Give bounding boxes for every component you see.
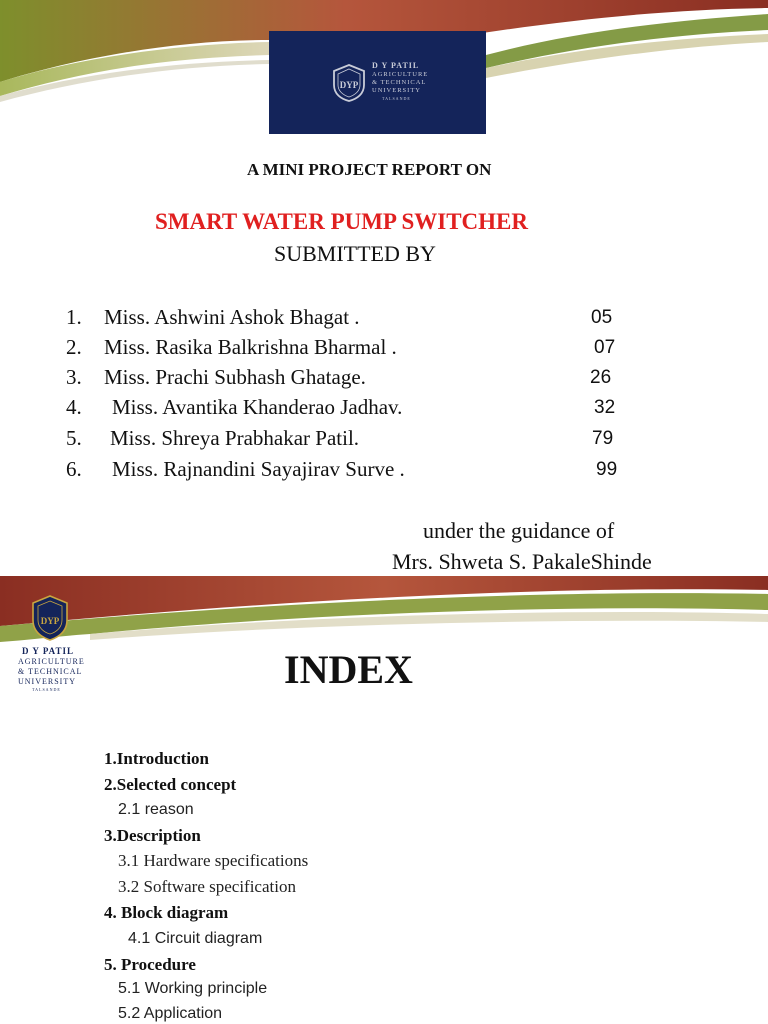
guide-name: Mrs. Shweta S. PakaleShinde: [392, 549, 652, 574]
university-logo-banner: [269, 31, 486, 134]
logo-brand-line-2: AGRICULTURE: [372, 71, 429, 78]
member-number: 1.: [66, 305, 82, 329]
member-roll: 07: [594, 337, 616, 358]
logo-brand-line-5: TALSANDE: [32, 687, 61, 692]
member-name: Miss. Prachi Subhash Ghatage.: [104, 365, 366, 389]
project-title: SMART WATER PUMP SWITCHER: [155, 209, 528, 234]
guidance-label: under the guidance of: [423, 518, 615, 543]
logo-brand-line-4: UNIVERSITY: [372, 87, 421, 94]
member-row: [0, 457, 768, 487]
member-row: [0, 365, 768, 395]
member-number: 4.: [66, 395, 82, 419]
member-name: Miss. Shreya Prabhakar Patil.: [110, 426, 360, 450]
member-row: [0, 305, 768, 335]
university-emblem-icon: [30, 594, 70, 642]
member-roll: 79: [592, 428, 614, 449]
member-roll: 26: [590, 367, 612, 388]
member-number: 5.: [66, 426, 82, 450]
index-title: INDEX: [284, 647, 413, 692]
svg-text:DYP: DYP: [339, 80, 359, 90]
member-number: 6.: [66, 457, 82, 481]
member-roll: 99: [596, 459, 618, 480]
member-roll: 32: [594, 397, 616, 418]
index-subentry: 4.1 Circuit diagram: [128, 930, 263, 947]
index-subentry: 2.1 reason: [118, 801, 194, 818]
index-page: [0, 576, 768, 1024]
index-subentry: 3.1 Hardware specifications: [118, 851, 309, 870]
logo-brand-line-5: TALSANDE: [382, 96, 411, 101]
logo-brand-line-4: UNIVERSITY: [18, 677, 76, 686]
index-entry: 2.Selected concept: [104, 775, 237, 794]
index-subentry: 5.1 Working principle: [118, 980, 268, 997]
logo-brand-line-3: & TECHNICAL: [372, 79, 427, 86]
decorative-swoosh-top: [0, 576, 768, 656]
member-row: [0, 426, 768, 456]
index-subentry: 5.2 Application: [118, 1005, 223, 1022]
member-name: Miss. Ashwini Ashok Bhagat .: [104, 305, 360, 329]
svg-text:DYP: DYP: [40, 616, 60, 626]
member-row: [0, 335, 768, 365]
member-number: 2.: [66, 335, 82, 359]
member-name: Miss. Rajnandini Sayajirav Surve .: [112, 457, 405, 481]
member-name: Miss. Avantika Khanderao Jadhav.: [112, 395, 403, 419]
logo-brand-line-1: D Y PATIL: [372, 61, 420, 70]
logo-brand-line-3: & TECHNICAL: [18, 667, 83, 676]
index-entry: 3.Description: [104, 826, 201, 845]
logo-brand-line-2: AGRICULTURE: [18, 657, 85, 666]
report-label: A MINI PROJECT REPORT ON: [247, 160, 492, 179]
member-row: [0, 395, 768, 425]
member-roll: 05: [591, 307, 613, 328]
index-entry: 1.Introduction: [104, 749, 210, 768]
member-name: Miss. Rasika Balkrishna Bharmal .: [104, 335, 397, 359]
university-emblem-icon: [331, 63, 367, 103]
logo-brand-line-1: D Y PATIL: [22, 646, 75, 656]
submitted-by-label: SUBMITTED BY: [274, 241, 436, 266]
index-entry: 4. Block diagram: [104, 903, 229, 922]
index-subentry: 3.2 Software specification: [118, 877, 296, 896]
index-entry: 5. Procedure: [104, 955, 196, 974]
member-number: 3.: [66, 365, 82, 389]
